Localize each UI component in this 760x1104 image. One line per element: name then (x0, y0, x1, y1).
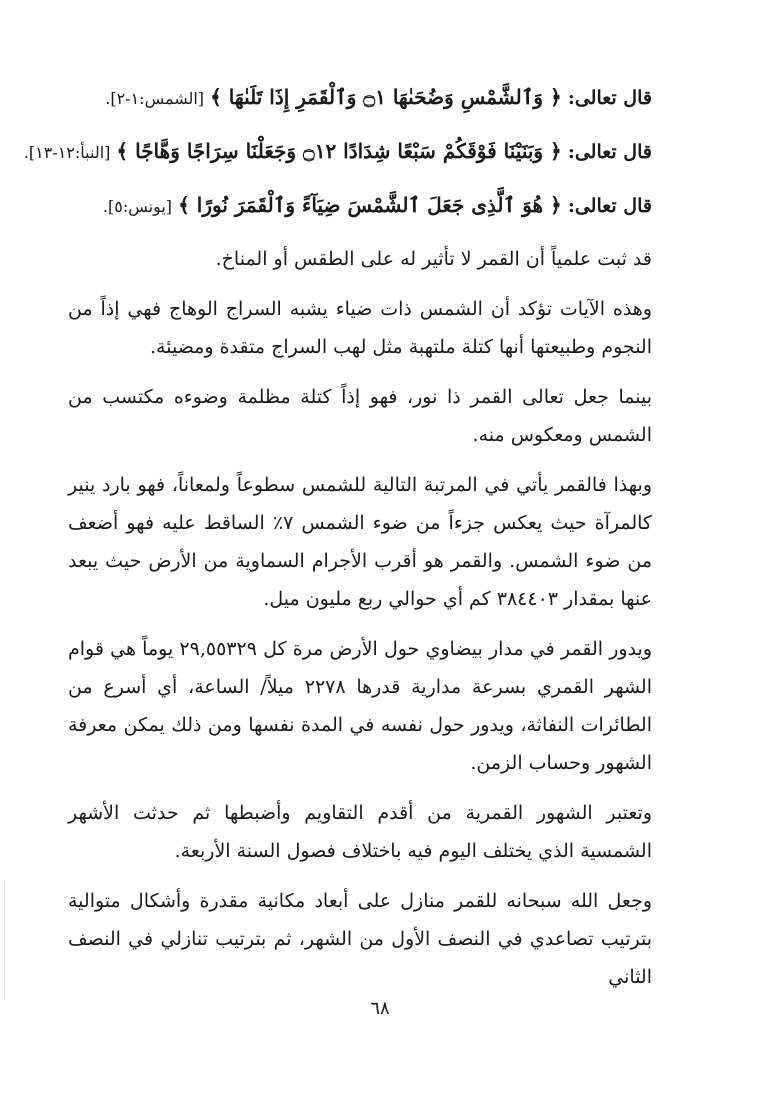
verse-intro: قال تعالى: (567, 87, 652, 109)
verse-intro: قال تعالى: (567, 195, 652, 217)
page-number: ٦٨ (370, 998, 390, 1019)
page-body (23, 78, 653, 1008)
paragraph-5: ويدور القمر في مدار بيضاوي حول الأرض مرة كل ٢٩,٥٥٣٢٩ يوماً هي قوام الشهر القمري بسرعة مدارية قدرها ٢٢٧٨ ميلاً/ الساعة، أي أسرع من الطائرات النفاثة، ويدور حول نفسه في المدة نفسها ومن ذلك يمكن معرفة الشهور وحساب الزمن. (68, 638, 653, 774)
verse-line-1 (68, 78, 652, 118)
quran-text: ﴿ هُوَ ٱلَّذِى جَعَلَ ٱلشَّمْسَ ضِيَآءً وَٱلْقَمَرَ نُورًا ﴾ (178, 193, 562, 217)
verse-line-3 (68, 186, 652, 226)
verse-reference: [النبأ:١٢-١٣]. (23, 143, 111, 162)
paragraph-2: وهذه الآيات تؤكد أن الشمس ذات ضياء يشبه السراج الوهاج فهي إذاً من النجوم وطبيعتها أنها كتلة ملتهبة مثل لهب السراج متقدة ومضيئة. (68, 298, 652, 358)
paragraph-7: وجعل الله سبحانه للقمر منازل على أبعاد مكانية مقدرة وأشكال متوالية بترتيب تصاعدي في النصف الأول من الشهر، ثم بترتيب تنازلي في النصف الثاني (68, 890, 652, 988)
quran-text: ﴿ وَٱلشَّمْسِ وَضُحَىٰهَا ۝١ وَٱلْقَمَرِ إِذَا تَلَىٰهَا ﴾ (210, 85, 562, 109)
paragraph-1: قد ثبت علمياً أن القمر لا تأثير له على الطقس أو المناخ. (215, 248, 652, 270)
verse-reference: [الشمس:١-٢]. (105, 89, 205, 108)
verse-line-2 (23, 132, 652, 172)
paragraph-3: بينما جعل تعالى القمر ذا نور، فهو إذاً كتلة مظلمة وضوءه مكتسب من الشمس ومعكوس منه. (68, 386, 652, 446)
paragraph-6: وتعتبر الشهور القمرية من أقدم التقاويم وأضبطها ثم حدثت الأشهر الشمسية الذي يختلف اليوم فيه باختلاف فصول السنة الأربعة. (68, 802, 652, 862)
verse-intro: قال تعالى: (567, 141, 652, 163)
paragraph-4: وبهذا فالقمر يأتي في المرتبة التالية للشمس سطوعاً ولمعاناً، فهو بارد ينير كالمرآة حيث يعكس جزءاً من ضوء الشمس ٧٪ الساقط عليه فهو أضعف من ضوء الشمس. والقمر هو أقرب الأجرام السماوية من الأرض حيث يبعد عنها بمقدار ٣٨٤٤٠٣ كم أي حوالي ربع مليون ميل. (68, 474, 652, 610)
verse-reference: [يونس:٥]. (102, 197, 173, 216)
quran-text: ﴿ وَبَنَيْنَا فَوْقَكُمْ سَبْعًا شِدَادًا ۝١٢ وَجَعَلْنَا سِرَاجًا وَهَّاجًا ﴾ (116, 139, 562, 163)
scan-edge-mark (4, 880, 5, 1000)
